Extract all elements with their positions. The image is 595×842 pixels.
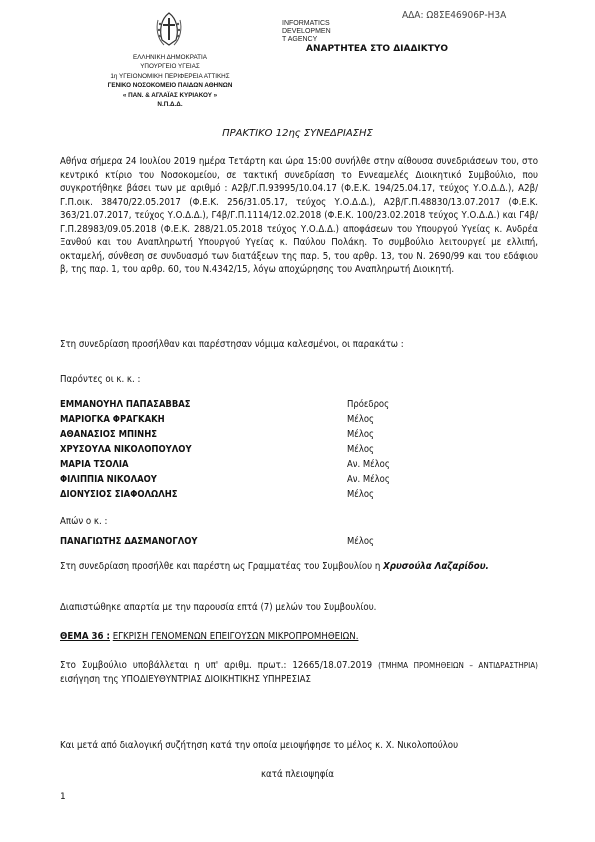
submission-text: Στο Συμβούλιο υποβάλλεται η υπ' αριθμ. πρωτ.: 12665/18.07.2019 [60, 660, 379, 671]
member-role: Μέλος [347, 429, 374, 440]
organization-header [60, 53, 280, 109]
member-role: Αν. Μέλος [347, 474, 390, 485]
member-name: ΑΘΑΝΑΣΙΟΣ ΜΠΙΝΗΣ [60, 429, 158, 440]
member-name: ΜΑΡΙΑ ΤΣΟΛΙΑ [60, 459, 129, 470]
posted-online-label: ΑΝΑΡΤΗΤΕΑ ΣΤΟ ΔΙΑΔΙΚΤΥΟ [306, 44, 449, 54]
topic-title: ΕΓΚΡΙΣΗ ΓΕΝΟΜΕΝΩΝ ΕΠΕΙΓΟΥΣΩΝ ΜΙΚΡΟΠΡΟΜΗΘΕΙΩΝ. [112, 631, 359, 642]
org-line: « ΠΑΝ. & ΑΓΛΑΪΑΣ ΚΥΡΙΑΚΟΥ » [122, 91, 218, 99]
majority-label: κατά πλειοψηφία [260, 769, 335, 780]
member-role: Μέλος [347, 444, 374, 455]
info-tag-line: DEVELOPMEN [282, 28, 331, 35]
intro-paragraph: Αθήνα σήμερα 24 Ιουλίου 2019 ημέρα Τετάρτη και ώρα 15:00 συνήλθε στην αίθουσα συνεδριάσεων του, στο κεντρικό κτίριο του Νοσοκομείου, σε τακτική συνεδρίαση το Εννεαμελές Διοικητικό Συμβούλιο, που συγκροτήθηκε βάσει των με αριθμό : Α2β/Γ.Π.93995/10.04.17 (Φ.Ε.Κ. 194/25.04.17, τεύχος Υ.Ο.Δ.Δ.), Α2β/Γ.Π.οικ. 38470/22.05.2017 (Φ.Ε.Κ. 256/31.05.17, τεύχος Υ.Ο.Δ.Δ.), Α2β/Γ.Π.48830/13.07.2017 (Φ.Ε.Κ. 363/21.07.2017, τεύχος Υ.Ο.Δ.Δ.), Γ4β/Γ.Π.1114/12.02.2018 (Φ.Ε.Κ. 100/23.02.2018 τεύχος Υ.Ο.Δ.Δ.) και Γ4β/Γ.Π.28983/09.05.2018 (Φ.Ε.Κ. 288/21.05.2018 τεύχος Υ.Ο.Δ.Δ.) αποφάσεων του Υπουργού Υγείας κ. Ανδρέα Ξανθού και του Αναπληρωτή Υπουργού Υγείας κ. Παύλου Πολάκη. Το συμβούλιο λειτουργεί με ελλιπή, οκταμελή, σύνθεση σε συνδυασμό των διατάξεων της παρ. 5, του αρθρ. 13, του Ν. 2690/99 και του εδάφιου β, της παρ. 1, του αρθρ. 60, του Ν.4342/15, λόγω αποχώρησης του Αναπληρωτή Διοικητή. [60, 156, 538, 275]
org-line: ΥΠΟΥΡΓΕΙΟ ΥΓΕΙΑΣ [140, 63, 200, 71]
quorum-paragraph: Διαπιστώθηκε απαρτία με την παρουσία επτά (7) μελών του Συμβουλίου. [60, 602, 377, 613]
member-name: ΦΙΛΙΠΠΙΑ ΝΙΚΟΛΑΟΥ [60, 474, 157, 485]
member-role: Μέλος [347, 489, 374, 500]
ada-code: ΑΔΑ: Ω8ΣΕ46906Ρ-Η3Α [402, 10, 507, 21]
secretary-paragraph [60, 560, 538, 574]
org-line: ΕΛΛΗΝΙΚΗ ΔΗΜΟΚΡΑΤΙΑ [133, 54, 207, 61]
member-role: Πρόεδρος [347, 399, 390, 410]
page-number: 1 [60, 792, 66, 802]
org-line: ΓΕΝΙΚΟ ΝΟΣΟΚΟΜΕΙΟ ΠΑΙΔΩΝ ΑΘΗΝΩΝ [107, 82, 233, 90]
submission-department: (ΤΜΗΜΑ ΠΡΟΜΗΘΕΙΩΝ – ΑΝΤΙΔΡΑΣΤΗΡΙΑ) [378, 661, 538, 670]
agenda-topic [60, 631, 358, 642]
absent-member-name: ΠΑΝΑΓΙΩΤΗΣ ΔΑΣΜΑΝΟΓΛΟΥ [60, 536, 198, 547]
document-title: ΠΡΑΚΤΙΚΟ 12ης ΣΥΝΕΔΡΙΑΣΗΣ [222, 128, 373, 139]
absent-label: Απών ο κ. : [60, 516, 108, 527]
member-name: ΜΑΡΙΟΓΚΑ ΦΡΑΓΚΑΚΗ [60, 414, 165, 425]
org-line: Ν.Π.Δ.Δ. [157, 101, 183, 109]
submission-text-end: εισήγηση της ΥΠΟΔΙΕΥΘΥΝΤΡΙΑΣ ΔΙΟΙΚΗΤΙΚΗΣ ΥΠΗΡΕΣΙΑΣ [60, 673, 311, 685]
informatics-agency-tag [282, 20, 331, 44]
submission-paragraph [60, 659, 538, 686]
info-tag-line: T AGENCY [282, 36, 318, 43]
discussion-paragraph: Και μετά από διαλογική συζήτηση κατά την οποία μειοψήφησε το μέλος κ. Χ. Νικολοπούλου [60, 740, 459, 751]
secretary-text: Στη συνεδρίαση προσήλθε και παρέστη ως Γραμματέας του Συμβουλίου η [60, 561, 384, 572]
topic-number: ΘΕΜΑ 36 : [60, 631, 110, 642]
org-line: 1η ΥΓΕΙΟΝΟΜΙΚΗ ΠΕΡΙΦΕΡΕΙΑ ΑΤΤΙΚΗΣ [110, 72, 230, 80]
member-role: Αν. Μέλος [347, 459, 390, 470]
member-name: ΧΡΥΣΟΥΛΑ ΝΙΚΟΛΟΠΟΥΛΟΥ [60, 444, 192, 455]
attendance-intro: Στη συνεδρίαση προσήλθαν και παρέστησαν νόμιμα καλεσμένοι, οι παρακάτω : [60, 339, 404, 350]
member-name: ΔΙΟΝΥΣΙΟΣ ΣΙΑΦΟΛΩΛΗΣ [60, 489, 178, 500]
member-name: ΕΜΜΑΝΟΥΗΛ ΠΑΠΑΣΑΒΒΑΣ [60, 399, 191, 410]
present-label: Παρόντες οι κ. κ. : [60, 374, 141, 385]
info-tag-line: INFORMATICS [282, 20, 330, 27]
member-role: Μέλος [347, 414, 374, 425]
absent-member-role: Μέλος [347, 536, 374, 547]
greek-state-emblem-icon [154, 10, 184, 48]
secretary-name: Χρυσούλα Λαζαρίδου. [383, 561, 489, 572]
